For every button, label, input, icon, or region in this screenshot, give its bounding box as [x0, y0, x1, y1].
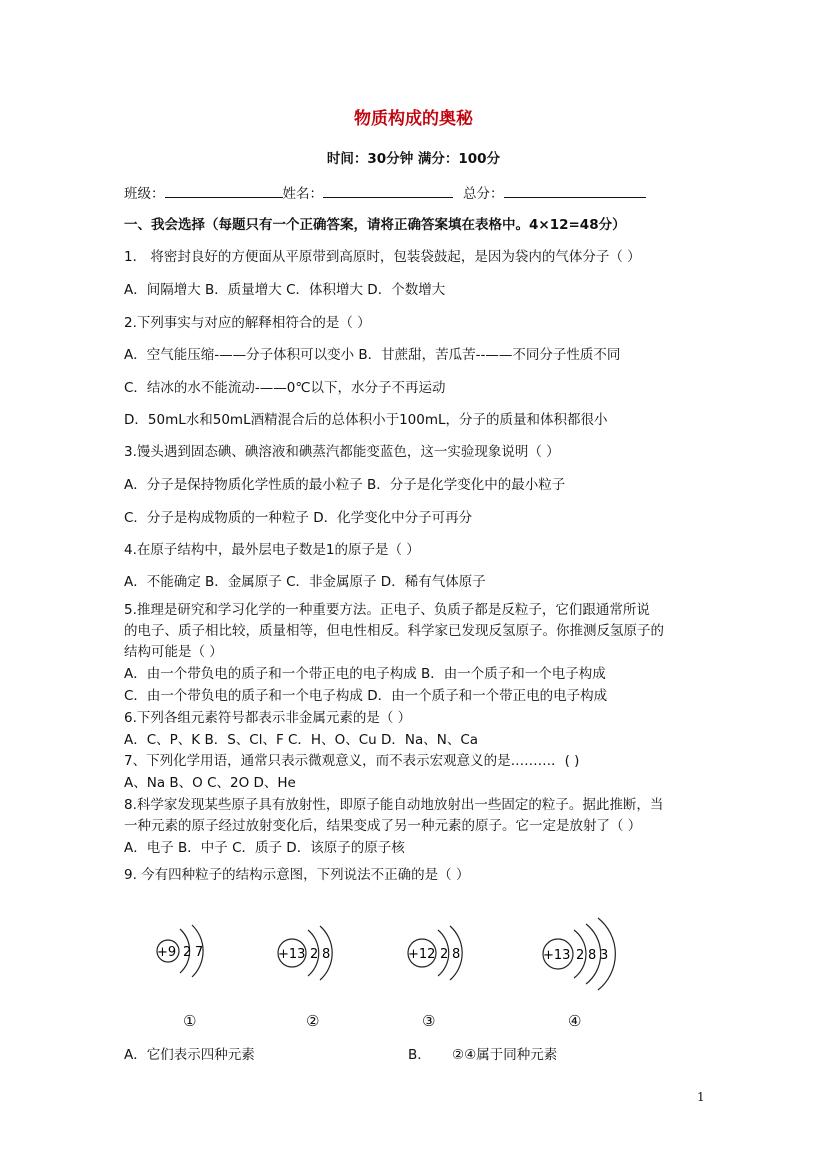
diagram-label-1: ① [183, 1012, 197, 1030]
score-label: 总分： [463, 186, 504, 202]
diagram-label-3: ③ [422, 1012, 436, 1030]
class-label: 班级： [124, 186, 165, 202]
nucleus-charge: +9 [157, 945, 177, 960]
shell-electrons: 7 [195, 945, 204, 960]
shell-electrons: 8 [452, 947, 461, 962]
nucleus-charge: +13 [543, 948, 571, 963]
nucleus-charge: +12 [408, 947, 436, 962]
page-number: 1 [697, 1090, 705, 1104]
shell-electrons: 2 [183, 945, 192, 960]
shell-electrons: 8 [588, 948, 597, 963]
question-5-option-ab: A．由一个带负电的质子和一个带正电的电子构成 B．由一个质子和一个电子构成 [124, 666, 606, 682]
page-title: 物质构成的奥秘 [354, 109, 473, 129]
question-4-options: A．不能确定 B．金属原子 C．非金属原子 D．稀有气体原子 [124, 574, 486, 590]
question-9: 9. 今有四种粒子的结构示意图，下列说法不正确的是（ ） [124, 867, 470, 883]
question-8-line-2: 一种元素的原子经过放射变化后，结果变成了另一种元素的原子。它一定是放射了（ ） [124, 818, 642, 834]
name-field[interactable] [323, 183, 453, 198]
question-3: 3.馒头遇到固态碘、碘溶液和碘蒸汽都能变蓝色，这一实验现象说明（ ） [124, 444, 560, 460]
shell-electrons: 3 [600, 948, 609, 963]
question-5-line-3: 结构可能是（ ） [124, 644, 223, 660]
question-1-options: A．间隔增大 B．质量增大 C．体积增大 D．个数增大 [124, 282, 446, 298]
nucleus-charge: +13 [278, 947, 306, 962]
question-5-option-cd: C．由一个带负电的质子和一个电子构成 D．由一个质子和一个带正电的电子构成 [124, 688, 608, 704]
shell-electrons: 2 [576, 948, 585, 963]
score-field[interactable] [504, 183, 646, 198]
question-6: 6.下列各组元素符号都表示非金属元素的是（ ） [124, 710, 412, 726]
atom-diagram-1 [150, 915, 220, 989]
question-9-option-a: A．它们表示四种元素 [124, 1047, 255, 1063]
shell-electrons: 2 [310, 947, 319, 962]
question-2: 2.下列事实与对应的解释相符合的是（ ） [124, 315, 371, 331]
question-1: 1． 将密封良好的方便面从平原带到高原时，包装袋鼓起，是因为袋内的气体分子（ ） [124, 249, 641, 265]
diagram-label-2: ② [306, 1012, 320, 1030]
atom-diagram-3 [398, 918, 478, 992]
atom-diagram-2 [268, 918, 348, 992]
question-9-option-b-letter: B. [408, 1047, 422, 1063]
question-6-options: A．C、P、K B．S、Cl、F C．H、O、Cu D．Na、N、Ca [124, 732, 479, 748]
name-label: 姓名： [282, 186, 323, 202]
exam-time-score: 时间：30分钟 满分：100分 [326, 151, 501, 167]
question-4: 4.在原子结构中，最外层电子数是1的原子是（ ） [124, 542, 420, 558]
atom-diagram-4 [530, 912, 625, 1001]
question-5-line-1: 5.推理是研究和学习化学的一种重要方法。正电子、负质子都是反粒子，它们跟通常所说 [124, 602, 650, 618]
shell-electrons: 2 [440, 947, 449, 962]
question-3-option-ab: A．分子是保持物质化学性质的最小粒子 B．分子是化学变化中的最小粒子 [124, 477, 566, 493]
class-field[interactable] [165, 183, 283, 198]
question-5-line-2: 的电子、质子相比较，质量相等，但电性相反。科学家已发现反氢原子。你推测反氢原子的 [124, 623, 664, 639]
question-8-options: A．电子 B．中子 C．质子 D．该原子的原子核 [124, 840, 405, 856]
question-8-line-1: 8.科学家发现某些原子具有放射性，即原子能自动地放射出一些固定的粒子。据此推断，当 [124, 797, 664, 813]
question-7: 7、下列化学用语，通常只表示微观意义，而不表示宏观意义的是………．( ) [124, 753, 580, 769]
question-9-option-b: ②④属于同种元素 [452, 1047, 558, 1063]
student-info-row [124, 183, 646, 203]
question-2-option-c: C．结冰的水不能流动-——0℃以下，水分子不再运动 [124, 380, 446, 396]
question-2-option-ab: A．空气能压缩-——分子体积可以变小 B．甘蔗甜，苦瓜苦--——不同分子性质不同 [124, 347, 621, 363]
diagram-label-4: ④ [568, 1012, 582, 1030]
shell-electrons: 8 [322, 947, 331, 962]
question-2-option-d: D．50mL水和50mL酒精混合后的总体积小于100mL，分子的质量和体积都很小 [124, 412, 608, 428]
question-3-option-cd: C．分子是构成物质的一种粒子 D．化学变化中分子可再分 [124, 510, 473, 526]
question-7-options: A、Na B、O C、2O D、He [124, 775, 296, 791]
section-heading: 一、我会选择（每题只有一个正确答案，请将正确答案填在表格中。4×12=48分） [124, 217, 626, 233]
